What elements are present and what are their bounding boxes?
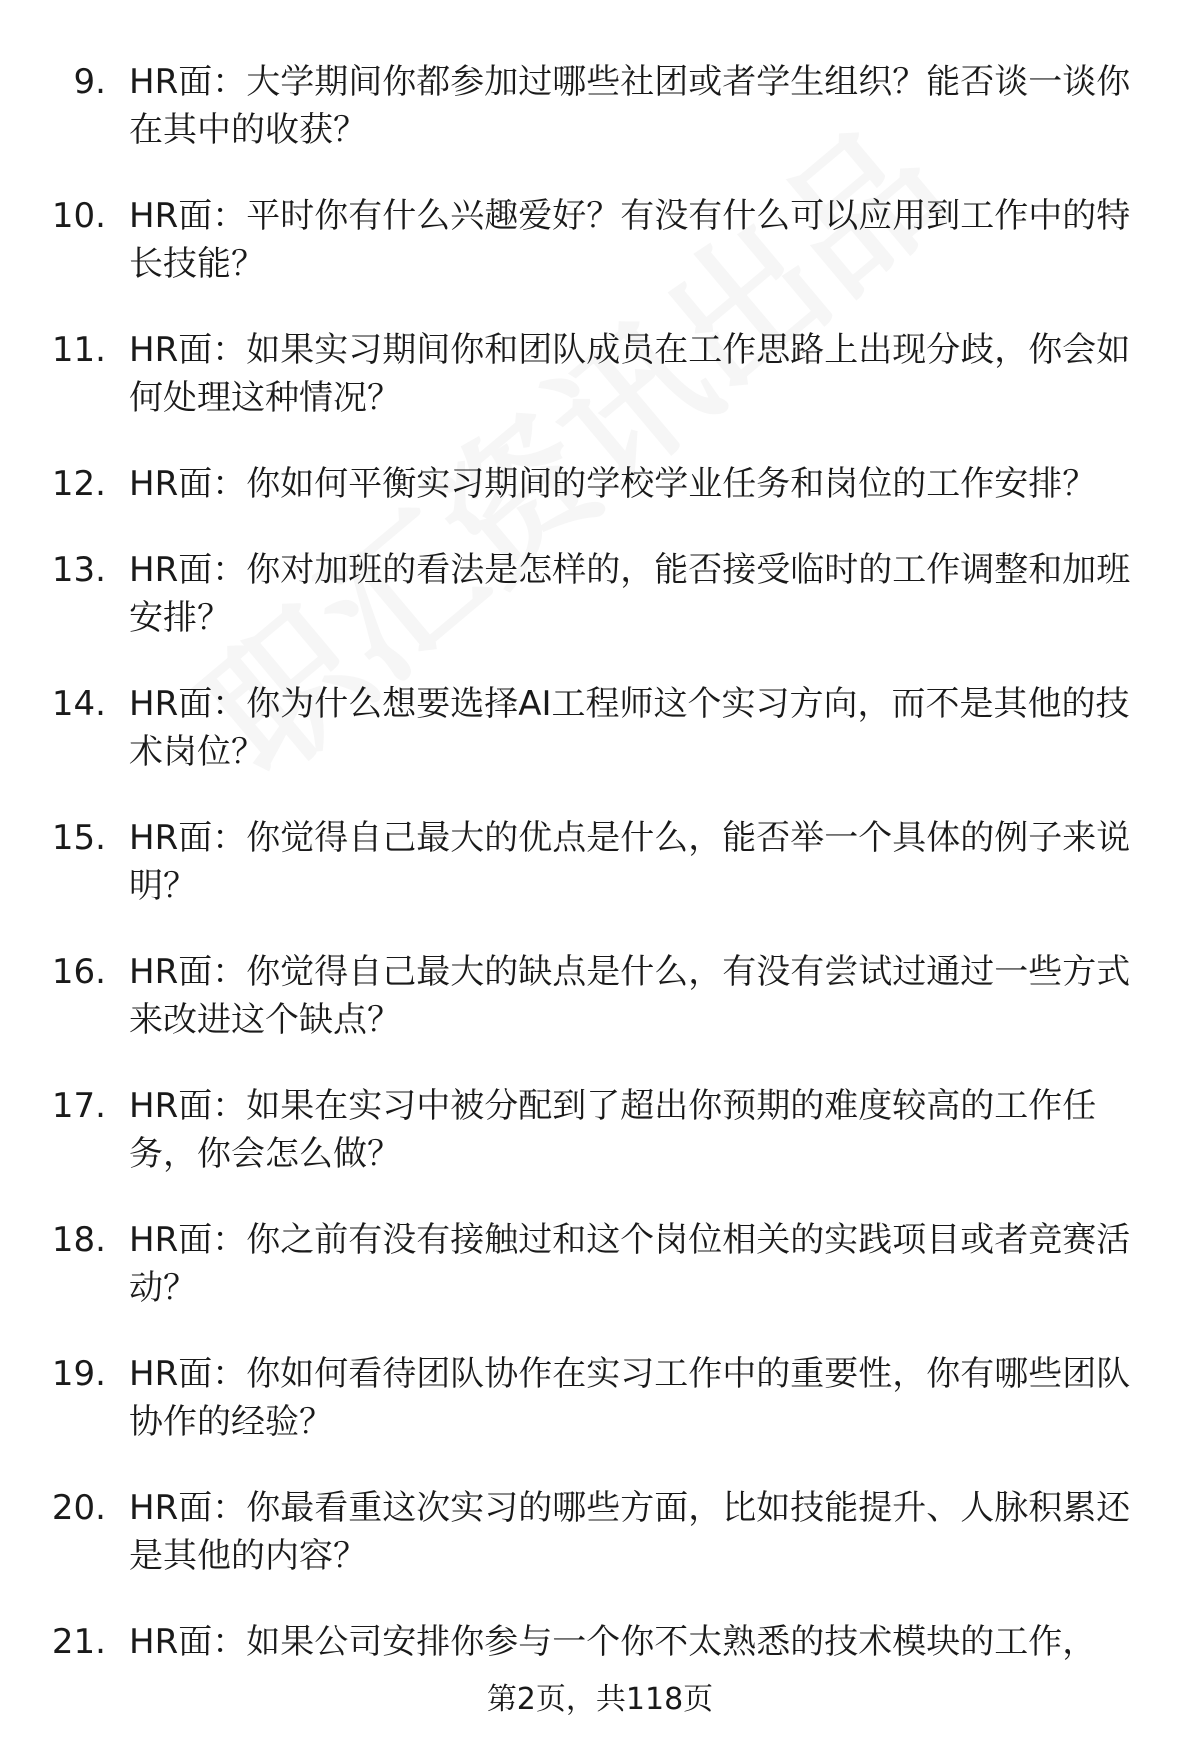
question-number: 19. (51, 1354, 106, 1394)
question-number: 11. (51, 330, 106, 370)
question-item (0, 1082, 1200, 1178)
question-text: HR面：你如何平衡实习期间的学校学业任务和岗位的工作安排？ (129, 464, 1097, 504)
question-number: 12. (51, 464, 106, 504)
question-list (0, 58, 1200, 1704)
question-text: HR面：如果在实习中被分配到了超出你预期的难度较高的工作任务，你会怎么做？ (129, 1086, 1097, 1174)
question-number: 10. (51, 196, 106, 236)
question-number: 18. (51, 1220, 106, 1260)
question-number: 16. (51, 952, 106, 992)
question-item (0, 1216, 1200, 1312)
question-item (0, 680, 1200, 776)
question-item (0, 192, 1200, 288)
question-number: 17. (51, 1086, 106, 1126)
question-item (0, 460, 1200, 508)
question-text: HR面：你觉得自己最大的优点是什么，能否举一个具体的例子来说明？ (129, 818, 1131, 906)
question-number: 13. (51, 550, 106, 590)
question-text: HR面：平时你有什么兴趣爱好？有没有什么可以应用到工作中的特长技能？ (129, 196, 1131, 284)
question-number: 14. (51, 684, 106, 724)
question-number: 15. (51, 818, 106, 858)
question-text: HR面：你觉得自己最大的缺点是什么，有没有尝试过通过一些方式来改进这个缺点？ (129, 952, 1131, 1040)
question-item (0, 1484, 1200, 1580)
question-text: HR面：你为什么想要选择AI工程师这个实习方向，而不是其他的技术岗位？ (129, 684, 1130, 772)
question-item (0, 546, 1200, 642)
question-text: HR面：如果公司安排你参与一个你不太熟悉的技术模块的工作， (129, 1622, 1097, 1662)
question-text: HR面：你之前有没有接触过和这个岗位相关的实践项目或者竞赛活动？ (129, 1220, 1131, 1308)
question-text: HR面：如果实习期间你和团队成员在工作思路上出现分歧，你会如何处理这种情况？ (129, 330, 1131, 418)
question-text: HR面：大学期间你都参加过哪些社团或者学生组织？能否谈一谈你在其中的收获？ (129, 62, 1131, 150)
question-text: HR面：你如何看待团队协作在实习工作中的重要性，你有哪些团队协作的经验？ (129, 1354, 1131, 1442)
question-text: HR面：你对加班的看法是怎样的，能否接受临时的工作调整和加班安排？ (129, 550, 1131, 638)
question-item (0, 814, 1200, 910)
question-item (0, 1618, 1200, 1666)
question-number: 21. (51, 1622, 106, 1662)
question-item (0, 1350, 1200, 1446)
question-number: 20. (51, 1488, 106, 1528)
question-number: 9. (73, 62, 106, 102)
question-text: HR面：你最看重这次实习的哪些方面，比如技能提升、人脉积累还是其他的内容？ (129, 1488, 1131, 1576)
page-footer: 第2页，共118页 (486, 1682, 714, 1717)
question-item (0, 948, 1200, 1044)
question-item (0, 326, 1200, 422)
question-item (0, 58, 1200, 154)
